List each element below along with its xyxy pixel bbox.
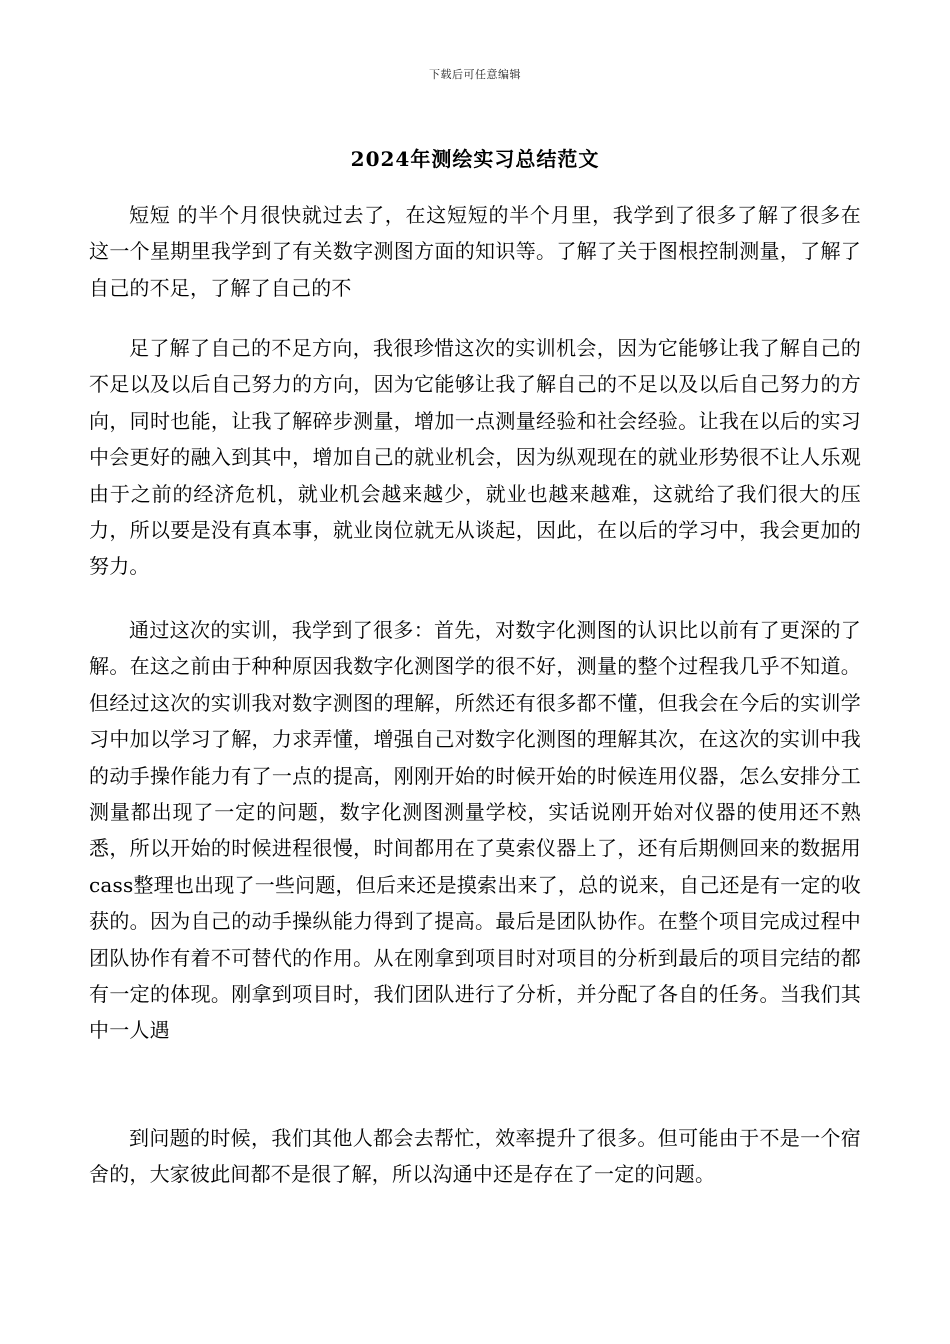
paragraph-block [89, 197, 861, 306]
document-title: 2024年测绘实习总结范文 [350, 147, 600, 171]
paragraph: 到问题的时候，我们其他人都会去帮忙，效率提升了很多。但可能由于不是一个宿舍的，大家彼此间都不是很了解，所以沟通中还是存在了一定的问题。 [89, 1126, 861, 1187]
paragraph-block [89, 1120, 861, 1193]
paragraph-block [89, 612, 861, 1049]
paragraph: 通过这次的实训，我学到了很多：首先，对数字化测图的认识比以前有了更深的了解。在这之前由于种种原因我数字化测图学的很不好，测量的整个过程我几乎不知道。但经过这次的实训我对数字测图的理解，所然还有很多都不懂，但我会在今后的实训学习中加以学习了解，力求弄懂，增强自己对数字化测图的理解其次，在这次的实训中我的动手操作能力有了一点的提高，刚刚开始的时候开始的时候连用仪器，怎么安排分工测量都出现了一定的问题，数字化测图测量学校，实话说刚开始对仪器的使用还不熟悉，所以开始的时候进程很慢，时间都用在了莫索仪器上了，还有后期侧回来的数据用cass整理也出现了一些问题，但后来还是摸索出来了，总的说来，自己还是有一定的收获的。因为自己的动手操纵能力得到了提高。最后是团队协作。在整个项目完成过程中团队协作有着不可替代的作用。从在刚拿到项目时对项目的分析到最后的项目完结的都有一定的体现。刚拿到项目时，我们团队进行了分析，并分配了各自的任务。当我们其中一人遇 [89, 618, 861, 1043]
paragraph: 足了解了自己的不足方向，我很珍惜这次的实训机会，因为它能够让我了解自己的不足以及以后自己努力的方向，因为它能够让我了解自己的不足以及以后自己努力的方向，同时也能，让我了解碎步测量，增加一点测量经验和社会经验。让我在以后的实习中会更好的融入到其中，增加自己的就业机会，因为纵观现在的就业形势很不让人乐观由于之前的经济危机，就业机会越来越少，就业也越来越难，这就给了我们很大的压力，所以要是没有真本事，就业岗位就无从谈起，因此，在以后的学习中，我会更加的努力。 [89, 336, 861, 579]
header-note: 下载后可任意编辑 [429, 68, 521, 81]
paragraph: 短短 的半个月很快就过去了，在这短短的半个月里，我学到了很多了解了很多在这一个星期里我学到了有关数字测图方面的知识等。了解了关于图根控制测量，了解了自己的不足，了解了自己的不 [89, 203, 861, 300]
paragraph-block [89, 330, 861, 585]
